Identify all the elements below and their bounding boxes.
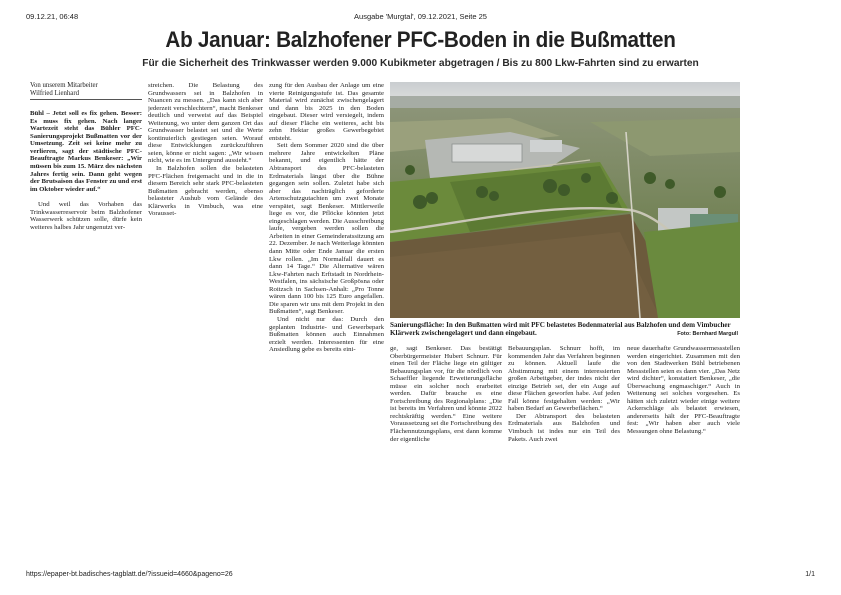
print-header bbox=[26, 12, 815, 22]
body-paragraph: Seit dem Sommer 2020 sind die über mehrere Jahre entwickelten Pläne bekannt, und eigentlich hätte der Abtransport des PFC-belasteten Erdmaterials längst über die Bühne gegangen sein sollen. Zuletzt habe sich aber das nachträglich geforderte Artenschutzgutachten um zwei Monate verspätet, sagt Benkeser. Mittlerweile liege es vor, die Pflöcke könnten jetzt eingeschlagen werden. Die Ausschreibung laufe, vergeben werden sollen die Arbeiten in einer Gemeinderatssitzung am 22. Dezember. Je nach Wetterlage könnten dann Mitte oder Ende Januar die ersten Lkw rollen. „Im Normalfall dauert es dann 14 Tage.“ Die Alternative wären Lkw-Fahrten nach Erftstadt in Nordrhein-Westfalen, ins sächsische Großpösna oder Roitzsch in Sachsen-Anhalt: „Pro Tonne wären dann 100 bis 125 Euro angefallen. Die sparen wir uns mit dem Projekt in den Bußmatten“, sagt Benkeser. bbox=[269, 142, 384, 316]
body-paragraph: In Balzhofen sollen die belasteten PFC-Flächen freigemacht und in die in diesem Bereich sehr stark PFC-belasteten Bußmatten gebracht werden, ebenso belasteter Aushub vom Gelände des Klärwerks in Vimbuch, was eine Vorausset- bbox=[148, 165, 263, 218]
source-url: https://epaper-bt.badisches-tagblatt.de/?issueid=4660&pageno=26 bbox=[26, 571, 233, 578]
photo-caption-text: Sanierungsfläche: In den Bußmatten wird mit PFC belastetes Bodenmaterial aus Balzhofen und dem Vimbucher Klärwerk zwischengelagert und dann eingebaut. bbox=[390, 321, 731, 338]
article-column-6 bbox=[627, 345, 740, 550]
aerial-photo-image bbox=[390, 82, 740, 318]
print-footer bbox=[26, 571, 815, 581]
byline-author: Wilfried Lienhard bbox=[30, 89, 79, 97]
article-headline: Ab Januar: Balzhofener PFC-Boden in die Bußmatten bbox=[165, 27, 676, 52]
body-paragraph: Bebauungsplan. Schnurr hofft, im kommenden Jahr das Verfahren beginnen zu können. Aktuell laufe die Abstimmung mit einem interessierten großen Arbeitgeber, der indes nicht der einzige Betrieb sei, der ein Auge auf diese Flächen geworfen habe. Auf jeden Fall könne festgehalten werden: „Wir haben Bedarf an Gewerbeflächen.“ bbox=[508, 345, 620, 413]
article-column-5 bbox=[508, 345, 620, 550]
body-paragraph: streichen. Die Belastung des Grundwassers sei in Balzhofen in Nuancen zu messen. „Das kann sich aber jederzeit verschlechtern“, macht Benkeser deutlich und verweist auf das Beispiel Weitenung, wo unter dem ganzen Ort das Grundwasser belastet sei und die Werte kontinuierlich gestiegen seien. Worauf diese Entwicklungen zurückzuführen seien, könne er nicht sagen: „Wir wissen nicht, wie es im Untergrund aussieht.“ bbox=[148, 82, 263, 165]
article-lead: Bühl – Jetzt soll es fix gehen. Besser: Es muss fix gehen. Nach langer Wartezeit steht das Bühler PFC-Sanierungsprojekt Bußmatten vor der Umsetzung. Zeit sei keine mehr zu verlieren, sagt der städtische PFC-Beauftragte Markus Benkeser: „Wir müssen bis zum 15. März des nächsten Jahres fertig sein. Dann geht wegen der Brutsaison das Fenster zu und erst im Oktober wieder auf.“ bbox=[30, 110, 142, 193]
body-paragraph: neue dauerhafte Grundwassermessstellen werden eingerichtet. Zusammen mit den von den Stadtwerken Bühl betriebenen Messstellen seien es dann vier. „Das Netz wird dichter“, konstatiert Benkeser, „die Überwachung engmaschiger.“ Auch in Weitenung sei solches vorgesehen. Es hätten sich zuletzt wieder einige weitere Ackerschläge als belastet erwiesen, andererseits hält der PFC-Beauftragte fest: „Wir haben aber auch viele Messungen ohne Belastung.“ bbox=[627, 345, 740, 436]
page-count: 1/1 bbox=[805, 571, 815, 578]
photo-caption bbox=[390, 321, 740, 343]
article-column-3 bbox=[269, 82, 384, 552]
body-paragraph: Der Abtransport des belasteten Erdmaterials aus Balzhofen und Vimbuch ist indes nur ein Teil des Pakets. Auch zwei bbox=[508, 412, 620, 443]
article-subheadline: Für die Sicherheit des Trinkwasser werden 9.000 Kubikmeter abgetragen / Bis zu 800 Lkw-Fahrten sind zu erwarten bbox=[142, 58, 699, 69]
body-paragraph: Und weil das Vorhaben das Trinkwasserreservoir beim Balzhofener Wasserwerk schützen solle, dürfe kein weiteres halbes Jahr ungenutzt ver- bbox=[30, 201, 142, 231]
byline-role: Von unserem Mitarbeiter bbox=[30, 82, 98, 89]
body-paragraph: ge, sagt Benkeser. Das bestätigt Oberbürgermeister Hubert Schnurr. Für einen Teil der Fläche liege ein gültiger Bebauungsplan vor, für die nördlich von Schaeffler liegende Erweiterungsfläche müsse ein solcher noch erarbeitet werden. Dafür brauche es eine Fortschreibung des Regionalplans: „Die ist bereits im Verfahren und könnte 2022 rechtskräftig werden.“ Eine weitere Voraussetzung sei die Fortschreibung des Flächennutzungsplans, erst dann komme der eigentliche bbox=[390, 345, 502, 443]
print-edition: Ausgabe 'Murgtal', 09.12.2021, Seite 25 bbox=[354, 12, 487, 21]
byline bbox=[30, 82, 142, 100]
article-column-1 bbox=[30, 82, 142, 552]
aerial-photo bbox=[390, 82, 740, 318]
photo-credit: Foto: Bernhard Margull bbox=[677, 330, 738, 337]
print-datetime: 09.12.21, 06:48 bbox=[26, 12, 79, 21]
body-paragraph: zung für den Ausbau der Anlage um eine vierte Reinigungsstufe ist. Das gesamte Material wird zunächst zwischengelagert und dann bis 2025 in den Boden eingebaut. Dieser wird versiegelt, indem auf dieser Fläche ein weiteres, acht bis zehn Hektar großes Gewerbegebiet entsteht. bbox=[269, 82, 384, 142]
article-column-4 bbox=[390, 345, 502, 550]
body-paragraph: Und nicht nur das: Durch den geplanten Industrie- und Gewerbepark Bußmatten können auch Einnahmen erzielt werden. Interessenten für eine Ansiedlung gebe es bereits eini- bbox=[269, 315, 384, 354]
article-column-2 bbox=[148, 82, 263, 552]
